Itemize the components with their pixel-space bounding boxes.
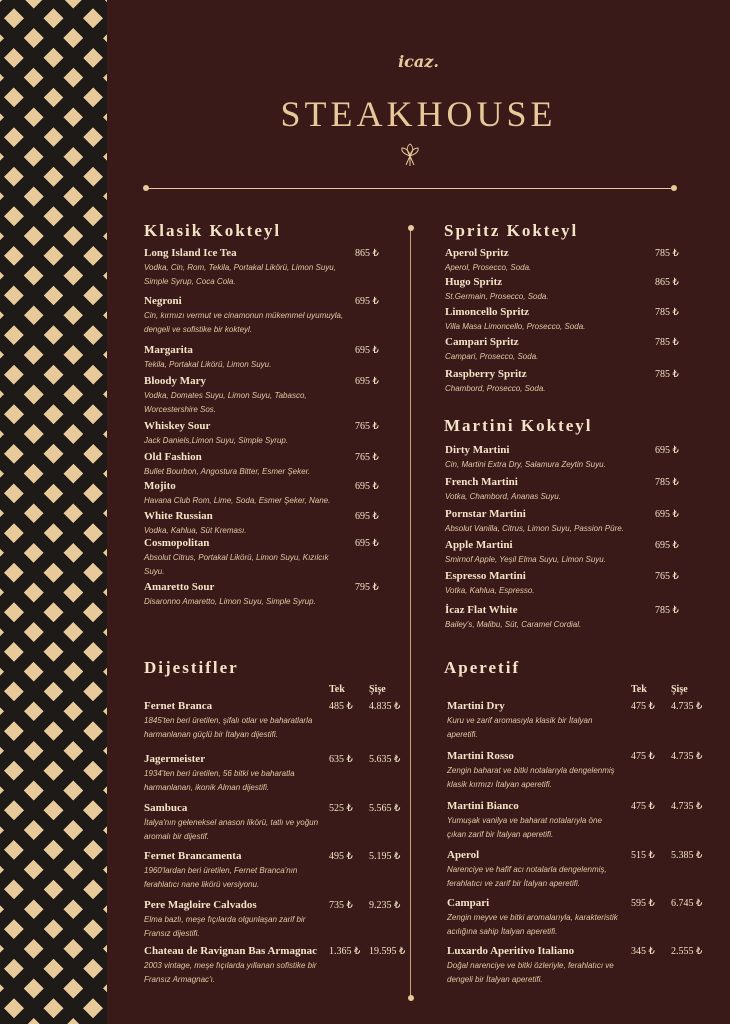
menu-panel: [107, 0, 730, 1024]
aperetif-col-single: Tek: [631, 684, 647, 695]
item-name: Hugo Spritz: [445, 276, 503, 288]
page-title: STEAKHOUSE: [280, 94, 557, 134]
item-description: Jack Daniels,Limon Suyu, Simple Syrup.: [144, 436, 289, 445]
menu-item: [144, 510, 344, 538]
item-name: Whiskey Sour: [144, 420, 211, 432]
item-price: 765 ₺: [655, 571, 679, 582]
item-price-bottle: 5.195 ₺: [369, 851, 401, 862]
menu-item: [445, 276, 645, 304]
item-price-single: 595 ₺: [631, 898, 655, 909]
item-name: Martini Rosso: [447, 750, 514, 762]
item-description: Cin, Martini Extra Dry, Salamura Zeytin Suyu.: [445, 460, 606, 469]
item-price: 765 ₺: [355, 452, 379, 463]
menu-item: [447, 849, 619, 891]
menu-item: [445, 476, 645, 504]
item-name: Margarita: [144, 344, 193, 356]
dijestif-col-bottle: Şişe: [369, 684, 386, 695]
item-name: Old Fashion: [144, 451, 202, 463]
item-name: French Martini: [445, 476, 518, 488]
dijestif-col-single: Tek: [329, 684, 345, 695]
item-price: 695 ₺: [355, 481, 379, 492]
item-description: Disaronno Amaretto, Limon Suyu, Simple Syrup.: [144, 597, 316, 606]
item-price: 695 ₺: [355, 345, 379, 356]
item-description: Chambord, Prosecco, Soda.: [445, 384, 546, 393]
item-name: Negroni: [144, 295, 182, 307]
menu-item: [445, 570, 645, 598]
item-description: Vodka, Kahlua, Süt Kreması.: [144, 526, 247, 535]
menu-item: [445, 604, 645, 632]
menu-item: [447, 800, 619, 842]
item-price: 785 ₺: [655, 337, 679, 348]
item-name: Bloody Mary: [144, 375, 207, 387]
menu-item: [144, 700, 319, 742]
menu-item: [445, 539, 645, 567]
item-price: 785 ₺: [655, 477, 679, 488]
item-description: 1845'ten beri üretilen, şifalı otlar ve baharatlarla harmanlanan güçlü bir İtalyan dijestifi.: [144, 716, 313, 739]
item-price: 795 ₺: [355, 582, 379, 593]
item-name: Limoncello Spritz: [445, 306, 530, 318]
item-name: Amaretto Sour: [144, 581, 215, 593]
item-price-single: 475 ₺: [631, 801, 655, 812]
item-name: Pere Magloire Calvados: [144, 899, 257, 911]
item-description: Vodka, Domates Suyu, Limon Suyu, Tabasco, Worcestershire Sos.: [144, 391, 307, 414]
column-divider-dot-top: [408, 225, 414, 231]
item-name: Campari: [447, 897, 490, 909]
item-description: 1934'ten beri üretilen, 56 bitki ve baharatla harmanlanan, ikonik Alman dijestifi.: [144, 769, 295, 792]
aperetif-col-bottle: Şişe: [671, 684, 688, 695]
section-title-martini: Martini Kokteyl: [444, 416, 593, 435]
section-title-aperetif: Aperetif: [444, 658, 521, 677]
item-name: Martini Dry: [447, 700, 505, 712]
item-price-bottle: 4.735 ₺: [671, 751, 703, 762]
item-description: Zengin meyve ve bitki aromalarıyla, karakteristik acılığına sahip İtalyan aperetifi.: [447, 913, 618, 936]
item-name: Luxardo Aperitivo Italiano: [447, 945, 575, 957]
item-price: 695 ₺: [655, 445, 679, 456]
menu-item: [144, 295, 344, 337]
menu-item: [447, 897, 619, 939]
menu-item: [447, 945, 619, 987]
item-price-bottle: 4.835 ₺: [369, 701, 401, 712]
menu-item: [445, 444, 645, 472]
item-description: Vodka, Cin, Rom, Tekila, Portakal Likörü, Limon Suyu, Simple Syrup, Coca Cola.: [144, 263, 336, 286]
item-description: Bullet Bourbon, Angostura Bitter, Esmer Şeker.: [144, 467, 311, 476]
item-description: Elma bazlı, meşe fıçılarda olgunlaşan zarif bir Fransız dijestifi.: [144, 915, 306, 938]
item-name: Dirty Martini: [445, 444, 510, 456]
menu-item: [445, 336, 645, 364]
item-name: Long Island Ice Tea: [144, 247, 237, 259]
item-description: Havana Club Rom, Lime, Soda, Esmer Şeker, Nane.: [144, 496, 331, 505]
item-description: Tekila, Portakal Likörü, Limon Suyu.: [144, 360, 272, 369]
item-price-single: 345 ₺: [631, 946, 655, 957]
item-price-single: 475 ₺: [631, 751, 655, 762]
item-price-single: 495 ₺: [329, 851, 353, 862]
item-name: Fernet Branca: [144, 700, 213, 712]
item-description: İtalya'nın geleneksel anason likörü, tatlı ve yoğun aromalı bir dijestif.: [144, 818, 319, 841]
item-name: Martini Bianco: [447, 800, 519, 812]
item-name: Pornstar Martini: [445, 508, 526, 520]
menu-item: [144, 753, 319, 795]
menu-item: [144, 850, 319, 892]
item-description: Votka, Kahlua, Espresso.: [445, 586, 535, 595]
section-title-spritz: Spritz Kokteyl: [444, 221, 579, 240]
item-price-bottle: 19.595 ₺: [369, 946, 406, 957]
item-price: 785 ₺: [655, 248, 679, 259]
menu-item: [445, 247, 645, 275]
item-price: 695 ₺: [655, 509, 679, 520]
item-price: 865 ₺: [355, 248, 379, 259]
item-name: Espresso Martini: [445, 570, 526, 582]
diagonal-pattern-strip: [0, 0, 107, 1024]
item-price: 695 ₺: [355, 511, 379, 522]
section-title-klasik: Klasik Kokteyl: [144, 221, 282, 240]
item-price: 695 ₺: [655, 540, 679, 551]
item-price-bottle: 5.635 ₺: [369, 754, 401, 765]
item-price: 785 ₺: [655, 605, 679, 616]
item-price-single: 525 ₺: [329, 803, 353, 814]
menu-item: [144, 537, 344, 579]
item-price-bottle: 4.735 ₺: [671, 701, 703, 712]
item-description: Votka, Chambord, Ananas Suyu.: [445, 492, 561, 501]
menu-item: [144, 480, 344, 508]
item-description: Aperol, Prosecco, Soda.: [445, 263, 532, 272]
item-name: Aperol: [447, 849, 480, 861]
item-description: Absolut Citrus, Portakal Likörü, Limon Suyu, Kızılcık Suyu.: [144, 553, 329, 576]
item-description: 1960'lardan beri üretilen, Fernet Branca'nın ferahlatıcı nane likörü versiyonu.: [144, 866, 298, 889]
item-name: Aperol Spritz: [445, 247, 509, 259]
item-price-single: 475 ₺: [631, 701, 655, 712]
menu-item: [445, 508, 645, 536]
item-price-single: 515 ₺: [631, 850, 655, 861]
item-price-single: 635 ₺: [329, 754, 353, 765]
item-description: Campari, Prosecco, Soda.: [445, 352, 539, 361]
menu-item: [144, 247, 344, 289]
item-description: St.Germain, Prosecco, Soda.: [445, 292, 549, 301]
menu-item: [144, 581, 344, 609]
menu-item: [445, 368, 645, 396]
item-price-bottle: 5.565 ₺: [369, 803, 401, 814]
item-name: Mojito: [144, 480, 176, 492]
menu-item: [447, 750, 619, 792]
item-name: Cosmopolitan: [144, 537, 210, 549]
section-title-dijestif: Dijestifler: [144, 658, 239, 677]
item-name: Apple Martini: [445, 539, 513, 551]
item-name: Sambuca: [144, 802, 188, 814]
menu-item: [144, 451, 344, 479]
item-price-bottle: 2.555 ₺: [671, 946, 703, 957]
flower-icon: [397, 142, 423, 168]
menu-item: [445, 306, 645, 334]
menu-item: [447, 700, 619, 742]
item-description: Yumuşak vanilya ve baharat notalarıyla öne çıkan zarif bir İtalyan aperetifi.: [447, 816, 602, 839]
menu-item: [144, 344, 344, 372]
brand-logo: icaz.: [398, 52, 439, 71]
header-divider: [146, 188, 674, 189]
column-divider-dot-bottom: [408, 995, 414, 1001]
item-description: Cin, kırmızı vermut ve cinamonun mükemmel uyumuyla, dengeli ve sofistike bir kokteyl.: [144, 311, 344, 334]
item-price: 695 ₺: [355, 538, 379, 549]
item-description: Villa Masa Limoncello, Prosecco, Soda.: [445, 322, 586, 331]
item-price-single: 485 ₺: [329, 701, 353, 712]
item-price: 785 ₺: [655, 369, 679, 380]
item-description: Bailey's, Malibu, Süt, Caramel Cordial.: [445, 620, 582, 629]
item-price: 765 ₺: [355, 421, 379, 432]
menu-item: [144, 420, 344, 448]
item-price-single: 735 ₺: [329, 900, 353, 911]
item-price: 785 ₺: [655, 307, 679, 318]
item-price: 695 ₺: [355, 376, 379, 387]
menu-item: [144, 375, 344, 417]
item-name: Campari Spritz: [445, 336, 519, 348]
menu-item: [144, 945, 319, 987]
item-description: Narenciye ve hafif acı notalarla dengelenmiş, ferahlatıcı ve zarif bir İtalyan aperetifi.: [447, 865, 607, 888]
item-description: Zengin baharat ve bitki notalarıyla dengelenmiş klasik kırmızı İtalyan aperetifi.: [447, 766, 615, 789]
item-price-single: 1.365 ₺: [329, 946, 361, 957]
item-price-bottle: 5.385 ₺: [671, 850, 703, 861]
divider-dot-left: [143, 185, 149, 191]
item-name: Raspberry Spritz: [445, 368, 527, 380]
item-price: 865 ₺: [655, 277, 679, 288]
item-price: 695 ₺: [355, 296, 379, 307]
item-description: Absolut Vanilla, Citrus, Limon Suyu, Passion Püre.: [445, 524, 624, 533]
menu-item: [144, 802, 319, 844]
item-name: Fernet Brancamenta: [144, 850, 242, 862]
item-description: 2003 vintage, meşe fıçılarda yıllanan sofistike bir Fransız Armagnac'ı.: [144, 961, 317, 984]
item-name: Jagermeister: [144, 753, 206, 765]
item-price-bottle: 4.735 ₺: [671, 801, 703, 812]
column-divider: [410, 228, 411, 998]
divider-dot-right: [671, 185, 677, 191]
menu-item: [144, 899, 319, 941]
item-description: Doğal narenciye ve bitki özleriyle, ferahlatıcı ve dengeli bir İtalyan aperetifi.: [447, 961, 614, 984]
item-name: Chateau de Ravignan Bas Armagnac: [144, 945, 317, 957]
item-price-bottle: 6.745 ₺: [671, 898, 703, 909]
item-price-bottle: 9.235 ₺: [369, 900, 401, 911]
item-name: İcaz Flat White: [445, 604, 518, 616]
item-name: White Russian: [144, 510, 213, 522]
item-description: Smirnof Apple, Yeşil Elma Suyu, Limon Suyu.: [445, 555, 606, 564]
item-description: Kuru ve zarif aromasıyla klasik bir İtalyan aperetifi.: [447, 716, 593, 739]
